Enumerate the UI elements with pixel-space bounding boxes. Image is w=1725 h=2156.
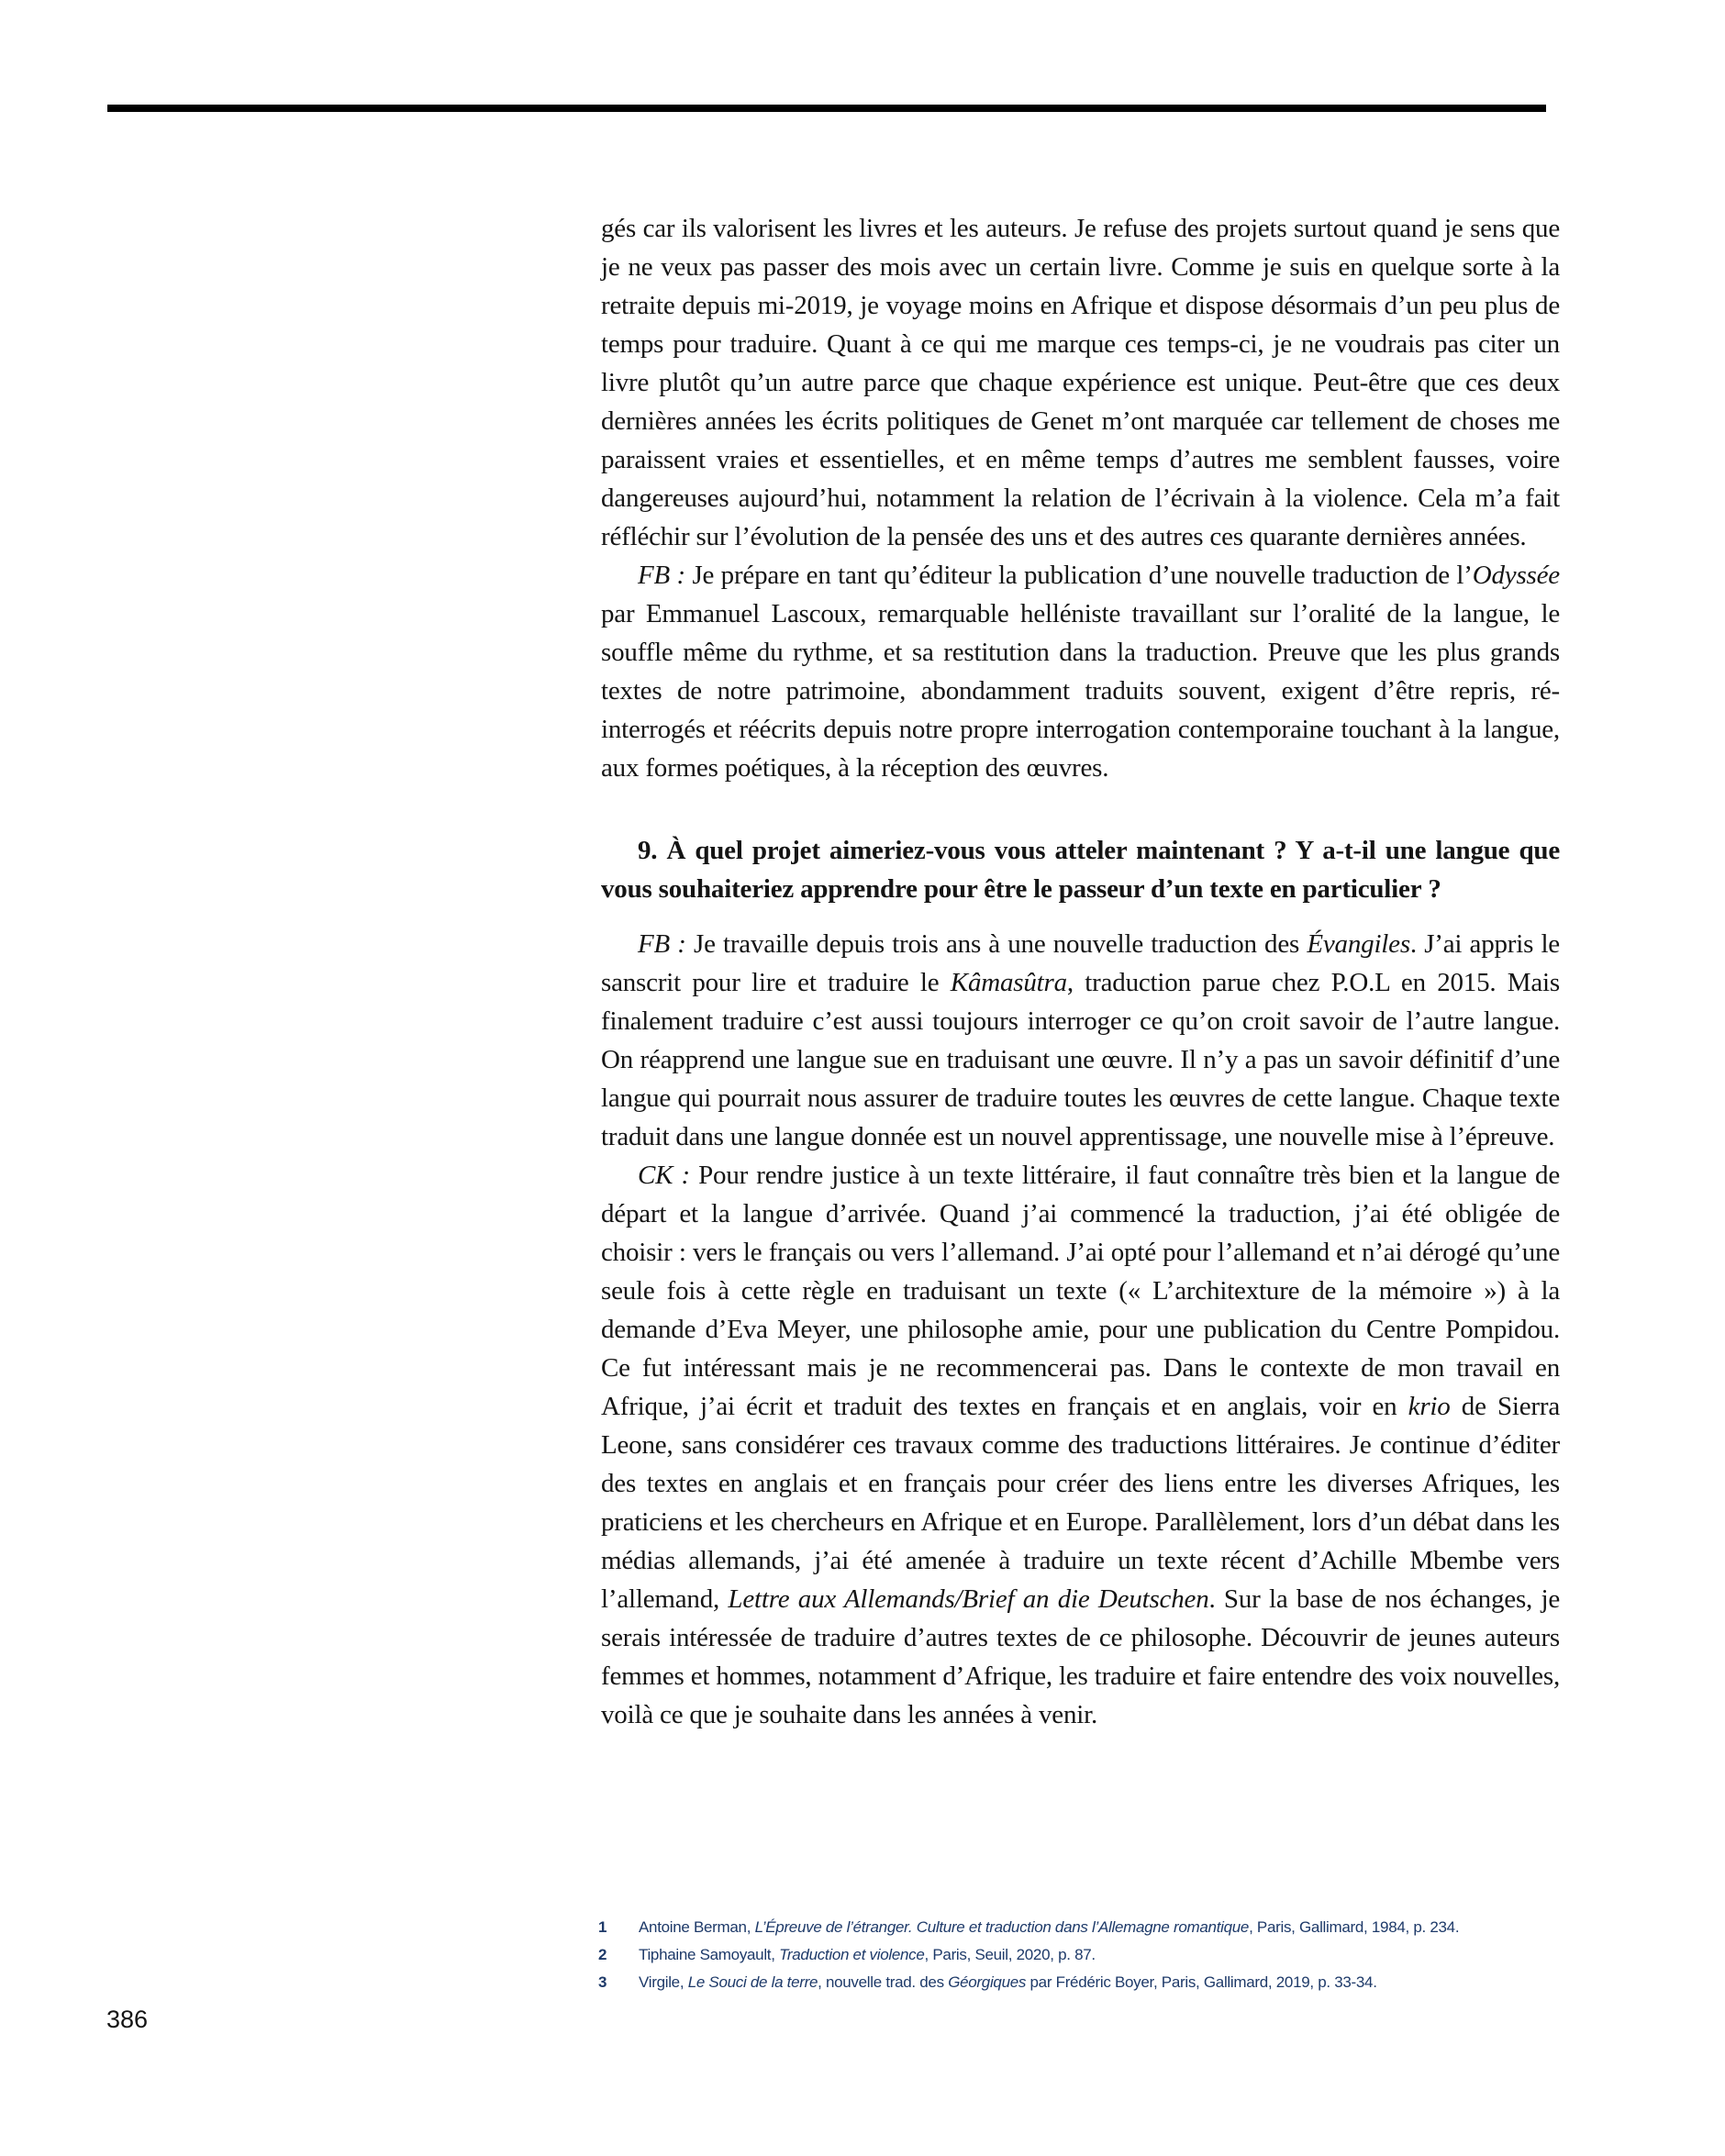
footnotes <box>598 1914 1552 1996</box>
italic-text-run: FB : <box>638 561 685 590</box>
header-rule <box>107 105 1546 112</box>
italic-text-run: Kâmasûtra <box>950 968 1067 997</box>
italic-text-run: Géorgiques <box>948 1973 1027 1991</box>
italic-text-run: krio <box>1408 1392 1451 1421</box>
paragraph <box>601 1156 1560 1734</box>
footnote-text <box>639 1969 1552 1996</box>
footnote-text <box>639 1914 1552 1941</box>
italic-text-run: Traduction et violence <box>779 1946 925 1963</box>
text-run: . J’ai appris le sanscrit pour lire et traduire le <box>601 929 1560 997</box>
italic-text-run: L’Épreuve de l’étranger. Culture et traduction dans l’Allemagne romantique <box>754 1918 1250 1936</box>
footnote <box>598 1969 1552 1996</box>
text-run: Pour rendre justice à un texte littéraire, il faut connaître très bien et la langue de départ et la langue d’arrivée. Quand j’ai commencé la traduction, j’ai été obligée de choisir : vers le français ou vers l’allemand. J’ai opté pour l’allemand et n’ai dérogé qu’une seule fois à cette règle en traduisant un texte (« L’architexture de la mémoire ») à la demande d’Eva Meyer, une philosophe amie, pour une publication du Centre Pompidou. Ce fut intéressant mais je ne recommencerai pas. Dans le contexte de mon travail en Afrique, j’ai écrit et traduit des textes en français et en anglais, voir en <box>601 1161 1560 1421</box>
text-run: , Paris, Seuil, 2020, p. 87. <box>924 1946 1096 1963</box>
question-heading <box>601 831 1560 908</box>
text-column <box>601 209 1560 1734</box>
footnote-number: 3 <box>598 1973 607 1991</box>
text-run: 9. À quel projet aimeriez-vous vous atteler maintenant ? Y a-t-il une langue que vous souhaiteriez apprendre pour être le passeur d’un texte en particulier ? <box>601 836 1560 904</box>
text-run: gés car ils valorisent les livres et les auteurs. Je refuse des projets surtout quand je sens que je ne veux pas passer des mois avec un certain livre. Comme je suis en quelque sorte à la retraite depuis mi-2019, je voyage moins en Afrique et dispose désormais d’un peu plus de temps pour traduire. Quant à ce qui me marque ces temps-ci, je ne voudrais pas citer un livre plutôt qu’un autre parce que chaque expérience est unique. Peut-être que ces deux dernières années les écrits politiques de Genet m’ont marquée car tellement de choses me paraissent vraies et essentielles, et en même temps d’autres me semblent fausses, voire dangereuses aujourd’hui, notamment la relation de l’écrivain à la violence. Cela m’a fait réfléchir sur l’évolution de la pensée des uns et des autres ces quarante dernières années. <box>601 214 1560 551</box>
footnote <box>598 1914 1552 1941</box>
text-run: Je prépare en tant qu’éditeur la publication d’une nouvelle traduction de l’ <box>684 561 1473 590</box>
paragraph <box>601 925 1560 1156</box>
italic-text-run: CK : <box>638 1161 690 1190</box>
text-run: Tiphaine Samoyault, <box>639 1946 780 1963</box>
footnote-text <box>639 1941 1552 1969</box>
footnote <box>598 1941 1552 1969</box>
page-number: 386 <box>106 2006 149 2033</box>
text-run: , nouvelle trad. des <box>818 1973 949 1991</box>
italic-text-run: Le Souci de la terre <box>687 1973 818 1991</box>
text-run: Antoine Berman, <box>639 1918 755 1936</box>
text-run: , traduction parue chez P.O.L en 2015. Mais finalement traduire c’est aussi toujours interroger ce qu’on croit savoir de l’autre langue. On réapprend une langue sue en traduisant une œuvre. Il n’y a pas un savoir définitif d’une langue qui pourrait nous assurer de traduire toutes les œuvres de cette langue. Chaque texte traduit dans une langue donnée est un nouvel apprentissage, une nouvelle mise à l’épreuve. <box>601 968 1560 1151</box>
italic-text-run: Odyssée <box>1472 561 1560 590</box>
text-run: . Sur la base de nos échanges, je serais intéressée de traduire d’autres textes de ce philosophe. Découvrir de jeunes auteurs femmes et hommes, notamment d’Afrique, les traduire et faire entendre des voix nouvelles, voilà ce que je souhaite dans les années à venir. <box>601 1584 1560 1729</box>
italic-text-run: FB : <box>638 929 686 959</box>
text-run: de Sierra Leone, sans considérer ces travaux comme des traductions littéraires. Je continue d’éditer des textes en anglais et en français pour créer des liens entre les diverses Afriques, les praticiens et les chercheurs en Afrique et en Europe. Parallèlement, lors d’un débat dans les médias allemands, j’ai été amenée à traduire un texte récent d’Achille Mbembe vers l’allemand, <box>601 1392 1560 1614</box>
text-run: par Emmanuel Lascoux, remarquable helléniste travaillant sur l’oralité de la langue, le souffle même du rythme, et sa restitution dans la traduction. Preuve que les plus grands textes de notre patrimoine, abondamment traduits souvent, exigent d’être repris, ré-interrogés et réécrits depuis notre propre interrogation contemporaine touchant à la langue, aux formes poétiques, à la réception des œuvres. <box>601 599 1560 783</box>
italic-text-run: Évangiles <box>1307 929 1410 959</box>
italic-text-run: Lettre aux Allemands/Brief an die Deutschen <box>728 1584 1209 1614</box>
paragraph <box>601 209 1560 556</box>
footnote-number: 2 <box>598 1946 607 1963</box>
text-run: , Paris, Gallimard, 1984, p. 234. <box>1249 1918 1460 1936</box>
footnote-number: 1 <box>598 1918 607 1936</box>
text-run: Je travaille depuis trois ans à une nouvelle traduction des <box>685 929 1308 959</box>
paragraph <box>601 556 1560 787</box>
text-run: Virgile, <box>639 1973 688 1991</box>
text-run: par Frédéric Boyer, Paris, Gallimard, 2019, p. 33-34. <box>1026 1973 1377 1991</box>
